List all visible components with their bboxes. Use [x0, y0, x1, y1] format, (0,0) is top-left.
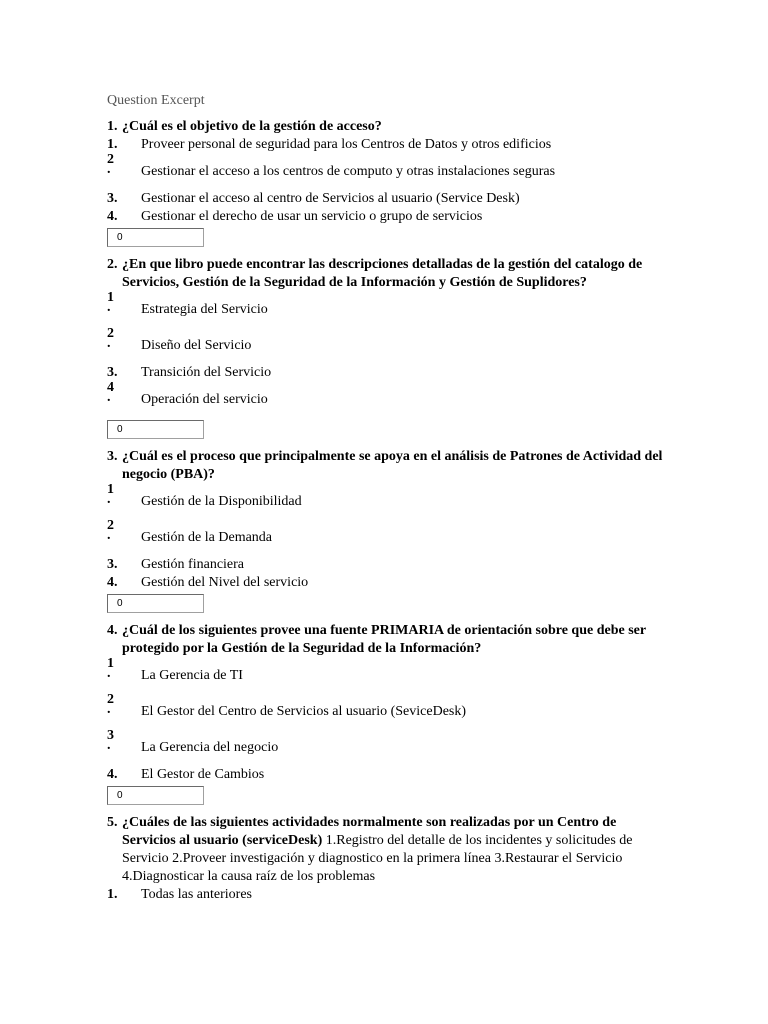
- option-text: Transición del Servicio: [141, 365, 272, 380]
- question-text: [122, 448, 667, 484]
- option-text: La Gerencia de TI: [141, 668, 243, 683]
- question-3: [107, 448, 667, 613]
- option-text: El Gestor de Cambios: [141, 767, 265, 782]
- option-number: 2 .: [107, 692, 114, 717]
- question-1: [107, 118, 667, 247]
- option-text: La Gerencia del negocio: [141, 740, 279, 755]
- option-number: 2 .: [107, 326, 114, 351]
- option-1: [107, 484, 667, 520]
- question-heading: [107, 448, 667, 484]
- option-text: Gestión del Nivel del servicio: [141, 575, 309, 590]
- question-excerpt: [107, 92, 667, 913]
- option-text: Gestión de la Demanda: [141, 530, 273, 545]
- option-4: [107, 766, 667, 784]
- question-number: 3.: [107, 449, 118, 464]
- option-number: 4.: [107, 767, 118, 782]
- option-number: 1.: [107, 137, 118, 152]
- question-number: 2.: [107, 257, 118, 272]
- option-3: [107, 556, 667, 574]
- question-4: [107, 622, 667, 805]
- option-number: 3.: [107, 557, 118, 572]
- option-number: 1 .: [107, 656, 114, 681]
- option-number: 2 .: [107, 518, 114, 543]
- option-text: Gestionar el acceso a los centros de computo y otras instalaciones seguras: [141, 164, 556, 179]
- option-2: [107, 154, 667, 190]
- option-2: [107, 520, 667, 556]
- option-2: [107, 694, 667, 730]
- answer-input[interactable]: 0: [107, 786, 204, 805]
- question-text-normal: 1.Registro del detalle de los incidentes y solicitudes de Servicio 2.Proveer investigación y diagnostico en la primera línea 3.Restaurar el Servicio 4.Diagnosticar la causa raíz de los problemas: [122, 833, 633, 884]
- option-text: Diseño del Servicio: [141, 338, 252, 353]
- option-1: [107, 886, 667, 904]
- option-number: 4.: [107, 575, 118, 590]
- option-text: Gestionar el derecho de usar un servicio o grupo de servicios: [141, 209, 483, 224]
- option-number: 3.: [107, 365, 118, 380]
- question-text: [122, 256, 667, 292]
- question-text: [122, 622, 667, 658]
- question-number: 1.: [107, 119, 118, 134]
- excerpt-title: Question Excerpt: [107, 93, 205, 108]
- question-text-bold: ¿Cuáles de las siguientes actividades normalmente son realizadas por un Centro de Servicios al usuario (serviceDesk): [122, 815, 617, 848]
- option-4: [107, 574, 667, 592]
- option-number: 4 .: [107, 380, 114, 405]
- answer-input[interactable]: 0: [107, 594, 204, 613]
- option-list: [107, 484, 667, 592]
- option-text: Gestión de la Disponibilidad: [141, 494, 302, 509]
- option-number: 1 .: [107, 482, 114, 507]
- option-number: 3.: [107, 191, 118, 206]
- question-heading: [107, 622, 667, 658]
- option-3: [107, 730, 667, 766]
- option-text: Gestión financiera: [141, 557, 245, 572]
- question-2: [107, 256, 667, 439]
- option-1: [107, 136, 667, 154]
- option-1: [107, 292, 667, 328]
- question-number: 5.: [107, 815, 118, 830]
- option-4: [107, 208, 667, 226]
- option-1: [107, 658, 667, 694]
- option-4: [107, 382, 667, 418]
- option-list: [107, 886, 667, 904]
- answer-input[interactable]: 0: [107, 420, 204, 439]
- question-text-bold: ¿Cuál de los siguientes provee una fuente PRIMARIA de orientación sobre que debe ser protegido por la Gestión de la Seguridad de la Información?: [122, 623, 646, 656]
- option-text: Gestionar el acceso al centro de Servicios al usuario (Service Desk): [141, 191, 520, 206]
- question-list: [107, 118, 667, 904]
- option-text: Todas las anteriores: [141, 887, 252, 902]
- option-number: 2 .: [107, 152, 114, 177]
- option-3: [107, 190, 667, 208]
- option-number: 1 .: [107, 290, 114, 315]
- option-text: El Gestor del Centro de Servicios al usuario (SeviceDesk): [141, 704, 467, 719]
- question-text: [122, 118, 667, 136]
- question-text: [122, 814, 667, 886]
- option-2: [107, 328, 667, 364]
- option-number: 4.: [107, 209, 118, 224]
- option-list: [107, 292, 667, 418]
- option-text: Operación del servicio: [141, 392, 268, 407]
- answer-input[interactable]: 0: [107, 228, 204, 247]
- question-text-bold: ¿Cuál es el proceso que principalmente se apoya en el análisis de Patrones de Actividad del negocio (PBA)?: [122, 449, 663, 482]
- question-heading: [107, 118, 667, 136]
- option-text: Proveer personal de seguridad para los Centros de Datos y otros edificios: [141, 137, 552, 152]
- option-list: [107, 658, 667, 784]
- question-heading: [107, 814, 667, 886]
- option-list: [107, 136, 667, 226]
- question-number: 4.: [107, 623, 118, 638]
- question-text-bold: ¿Cuál es el objetivo de la gestión de acceso?: [122, 119, 382, 134]
- option-3: [107, 364, 667, 382]
- question-heading: [107, 256, 667, 292]
- option-text: Estrategia del Servicio: [141, 302, 268, 317]
- question-5: [107, 814, 667, 904]
- option-number: 1.: [107, 887, 118, 902]
- question-text-bold: ¿En que libro puede encontrar las descripciones detalladas de la gestión del catalogo de Servicios, Gestión de la Seguridad de la Información y Gestión de Suplidores?: [122, 257, 643, 290]
- option-number: 3 .: [107, 728, 114, 753]
